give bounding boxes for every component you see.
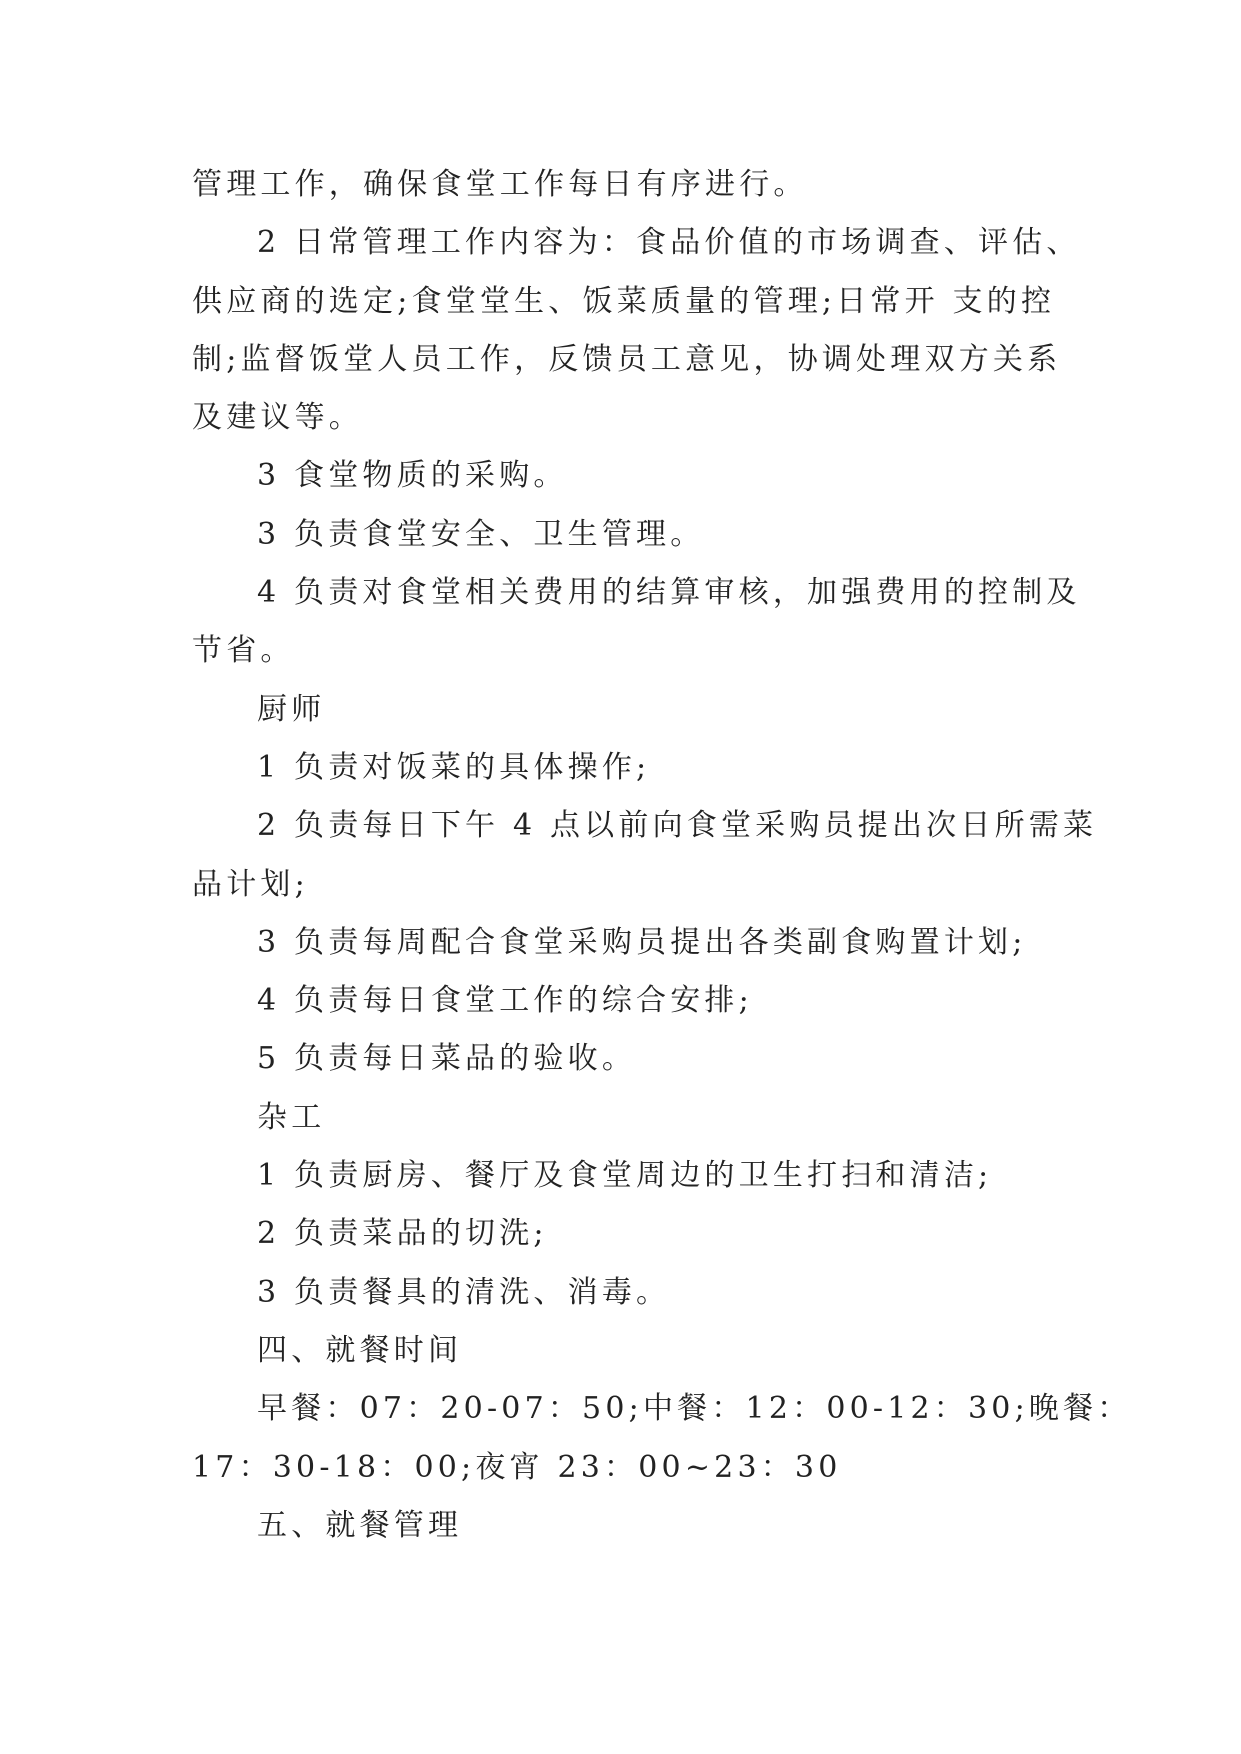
paragraph-line: 节省。 [192,633,295,669]
document-page [192,156,1132,1555]
paragraph-line: 品计划; [192,866,309,902]
section-heading: 厨师 [257,691,326,727]
paragraph-line: 管理工作，确保食堂工作每日有序进行。 [192,167,808,202]
paragraph-line: 5 负责每日菜品的验收。 [257,1041,637,1077]
section-heading: 杂工 [257,1099,326,1135]
paragraph-line: 4 负责对食堂相关费用的结算审核，加强费用的控制及 [257,575,1081,611]
paragraph-line: 3 负责餐具的清洗、消毒。 [257,1274,671,1310]
paragraph-line: 及建议等。 [192,400,363,436]
paragraph-line: 制;监督饭堂人员工作，反馈员工意见，协调处理双方关系 [192,341,1062,377]
paragraph-line: 4 负责每日食堂工作的综合安排; [257,983,753,1019]
paragraph-line: 3 负责每周配合食堂采购员提出各类副食购置计划; [257,924,1027,960]
paragraph-line: 2 负责每日下午 4 点以前向食堂采购员提出次日所需菜 [257,808,1098,844]
section-heading: 五、就餐管理 [257,1507,463,1543]
paragraph-line: 3 负责食堂安全、卫生管理。 [257,516,705,552]
paragraph-line: 3 食堂物质的采购。 [257,458,568,494]
paragraph-line: 供应商的选定;食堂堂生、饭菜质量的管理;日常开 支的控 [192,283,1056,319]
paragraph-line: 1 负责对饭菜的具体操作; [257,749,651,785]
paragraph-line: 2 日常管理工作内容为：食品价值的市场调查、评估、 [257,225,1081,261]
paragraph-line: 2 负责菜品的切洗; [257,1216,548,1252]
paragraph-line: 早餐：07：20-07：50;中餐：12：00-12：30;晚餐： [257,1391,1132,1427]
paragraph-line: 1 负责厨房、餐厅及食堂周边的卫生打扫和清洁; [257,1158,993,1194]
paragraph-line: 17：30-18：00;夜宵 23：00~23：30 [192,1449,842,1485]
section-heading: 四、就餐时间 [257,1332,463,1368]
